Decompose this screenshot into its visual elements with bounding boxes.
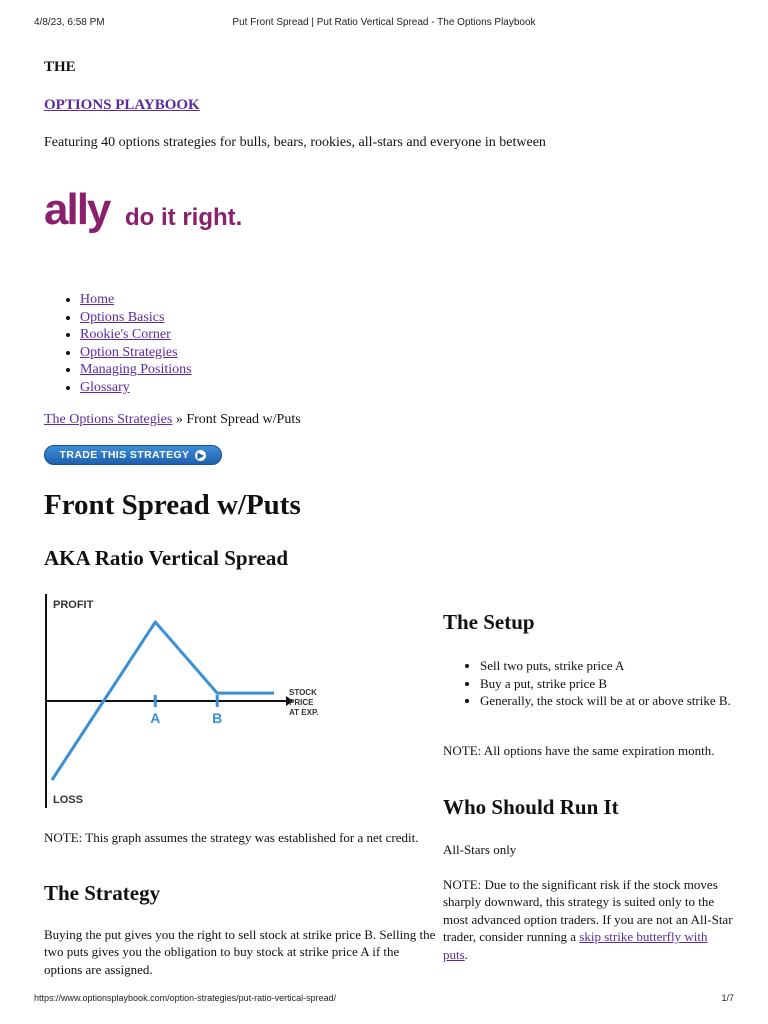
- ally-ad-banner[interactable]: [44, 190, 274, 247]
- y-label-bottom: LOSS: [53, 794, 83, 806]
- page-subtitle: AKA Ratio Vertical Spread: [44, 546, 289, 570]
- strike-label: A: [150, 710, 161, 726]
- nav-link-glossary[interactable]: Glossary: [80, 379, 130, 395]
- setup-item: • Generally, the stock will be at or above strike B.: [480, 692, 750, 710]
- y-label-top: PROFIT: [53, 599, 94, 611]
- strategy-heading: The Strategy: [44, 881, 161, 905]
- chart-note: NOTE: This graph assumes the strategy was established for a net credit.: [44, 830, 419, 845]
- print-title: Put Front Spread | Put Ratio Vertical Spread - The Options Playbook: [232, 17, 536, 28]
- nav-item-options-basics[interactable]: [80, 309, 192, 327]
- site-name-link[interactable]: [44, 97, 200, 114]
- who-heading: Who Should Run It: [443, 795, 619, 819]
- nav-item-home[interactable]: [80, 291, 192, 309]
- breadcrumb-separator: »: [172, 412, 187, 427]
- strategy-body: Buying the put gives you the right to sell stock at strike price B. Selling the two puts gives you the obligation to buy stock at strike price A if the options are assigned.: [44, 927, 436, 977]
- nav-link-managing-positions[interactable]: Managing Positions: [80, 362, 192, 378]
- print-url: https://www.optionsplaybook.com/option-strategies/put-ratio-vertical-spread/: [34, 993, 337, 1003]
- who-note-prefix: NOTE: Due to the significant risk if the stock moves sharply downward, this strategy is suited only to the most advanced option traders. If you are not an All-Star trader, consider running a: [443, 877, 733, 945]
- page-title: Front Spread w/Puts: [44, 489, 301, 521]
- arrow-right-circle-icon: ▶: [195, 450, 206, 461]
- who-note: [443, 876, 733, 963]
- nav-item-glossary[interactable]: [80, 379, 192, 397]
- setup-item: • Sell two puts, strike price A: [480, 657, 750, 675]
- site-prefix: THE: [44, 59, 76, 75]
- print-page-number: 1/7: [721, 993, 734, 1003]
- who-text: All-Stars only: [443, 842, 517, 857]
- nav-link-home[interactable]: Home: [80, 292, 115, 307]
- ally-slogan: do it right.: [125, 204, 243, 231]
- x-axis-label: AT EXP.: [289, 708, 319, 717]
- site-tagline: Featuring 40 options strategies for bulls, bears, rookies, all-stars and everyone in between: [44, 135, 546, 150]
- breadcrumb-current: Front Spread w/Puts: [186, 412, 301, 427]
- main-nav: [62, 291, 192, 397]
- x-axis-label: STOCK: [289, 688, 317, 697]
- setup-heading: The Setup: [443, 610, 535, 634]
- nav-item-rookies-corner[interactable]: [80, 326, 192, 344]
- trade-strategy-button[interactable]: [44, 445, 222, 465]
- breadcrumb-link[interactable]: The Options Strategies: [44, 412, 173, 427]
- ally-brand: ally: [44, 190, 110, 234]
- breadcrumb: [44, 412, 301, 428]
- nav-item-option-strategies[interactable]: [80, 344, 192, 362]
- ally-logo[interactable]: [44, 190, 274, 242]
- print-date: 4/8/23, 6:58 PM: [34, 17, 105, 28]
- payoff-chart-svg: [44, 588, 344, 813]
- x-axis-label: PRICE: [289, 698, 314, 707]
- nav-link-option-strategies[interactable]: Option Strategies: [80, 344, 178, 360]
- setup-note: NOTE: All options have the same expiration month.: [443, 743, 715, 758]
- payoff-chart: [44, 588, 344, 818]
- trade-button-label: TRADE THIS STRATEGY: [59, 449, 190, 461]
- setup-list: [462, 657, 750, 710]
- who-note-suffix: .: [464, 946, 468, 962]
- setup-item: • Buy a put, strike price B: [480, 675, 750, 693]
- strike-label: B: [212, 710, 223, 726]
- site-name[interactable]: OPTIONS PLAYBOOK: [44, 97, 200, 113]
- skip-strike-butterfly-link[interactable]: skip strike butterfly with puts: [443, 929, 708, 962]
- nav-item-managing-positions[interactable]: [80, 361, 192, 379]
- nav-link-options-basics[interactable]: Options Basics: [80, 309, 165, 325]
- nav-link-rookies-corner[interactable]: Rookie's Corner: [80, 327, 171, 343]
